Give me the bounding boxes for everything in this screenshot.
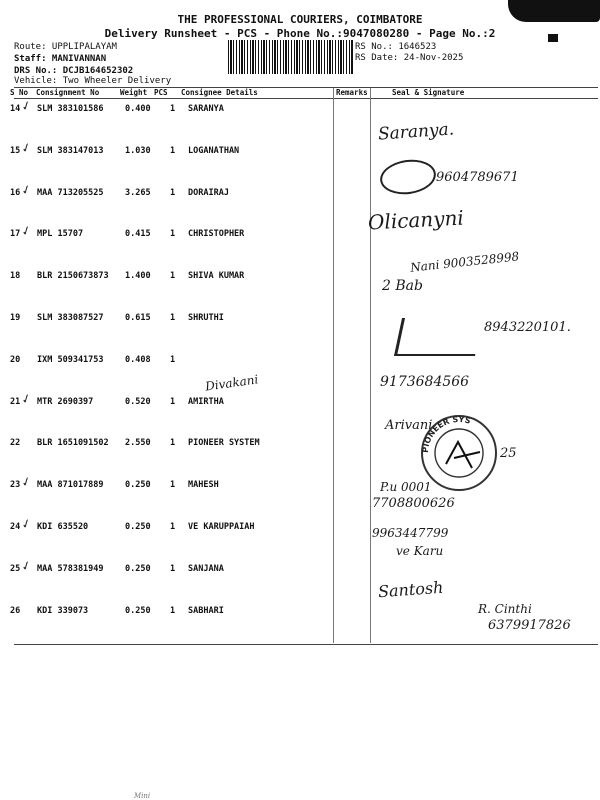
row-consignee: SARANYA bbox=[188, 104, 224, 114]
ink-mark bbox=[548, 34, 558, 42]
col-weight: Weight bbox=[120, 88, 148, 97]
signature-r19-phone: 8943220101. bbox=[484, 320, 571, 335]
row-pcs: 1 bbox=[170, 397, 176, 407]
check-mark-icon: ✓ bbox=[19, 515, 33, 533]
row-consignment-no: SLM 383087527 bbox=[37, 313, 104, 323]
barcode bbox=[228, 40, 353, 74]
table-top-rule bbox=[14, 87, 598, 88]
remarks-divider-right bbox=[370, 88, 371, 643]
check-mark-icon: ✓ bbox=[19, 139, 33, 157]
check-mark-icon: ✓ bbox=[19, 181, 33, 199]
row-weight: 2.550 bbox=[125, 438, 151, 448]
signature-r24-phone: 9963447799 bbox=[372, 526, 449, 540]
row-consignee: CHRISTOPHER bbox=[188, 229, 245, 239]
row-consignment-no: MAA 578381949 bbox=[37, 564, 104, 574]
row-weight: 0.615 bbox=[125, 313, 151, 323]
row-consignment-no: SLM 383101586 bbox=[37, 104, 104, 114]
row-sno: 24 bbox=[10, 522, 21, 532]
row-pcs: 1 bbox=[170, 271, 176, 281]
remarks-divider-left bbox=[333, 88, 334, 643]
row-weight: 3.265 bbox=[125, 188, 151, 198]
remark-r20: Divakani bbox=[204, 372, 260, 394]
row-sno: 23 bbox=[10, 480, 21, 490]
check-mark-icon: ✓ bbox=[19, 97, 33, 115]
row-sno: 19 bbox=[10, 313, 21, 323]
signature-r26: R. Cinthi bbox=[478, 602, 532, 616]
row-consignee: LOGANATHAN bbox=[188, 146, 240, 156]
row-sno: 18 bbox=[10, 271, 21, 281]
seal-text: PIONEER SYS bbox=[420, 414, 472, 454]
signature-r15-phone: 9604789671 bbox=[436, 170, 519, 185]
rs-number: RS No.: 1646523 bbox=[355, 42, 437, 52]
check-mark-icon: ✓ bbox=[19, 390, 33, 408]
row-pcs: 1 bbox=[170, 188, 176, 198]
footer-mark: Mini bbox=[134, 792, 151, 800]
row-consignee: VE KARUPPAIAH bbox=[188, 522, 255, 532]
signature-r20: 9173684566 bbox=[380, 374, 470, 390]
signature-r18: 2 Bab bbox=[382, 278, 423, 294]
signature-r23: P.u 0001 bbox=[380, 480, 432, 494]
row-weight: 0.250 bbox=[125, 522, 151, 532]
signature-r23-phone: 7708800626 bbox=[372, 496, 455, 511]
row-consignee: SANJANA bbox=[188, 564, 224, 574]
row-pcs: 1 bbox=[170, 146, 176, 156]
signature-r14: Saranya. bbox=[377, 119, 455, 145]
row-weight: 0.520 bbox=[125, 397, 151, 407]
signature-r22: 25 bbox=[500, 446, 517, 461]
signature-r25: Santosh bbox=[377, 577, 444, 602]
scribble-r19 bbox=[394, 318, 483, 356]
row-consignment-no: MPL 15707 bbox=[37, 229, 84, 239]
row-sno: 22 bbox=[10, 438, 21, 448]
row-consignment-no: MTR 2690397 bbox=[37, 397, 94, 407]
row-weight: 0.250 bbox=[125, 606, 151, 616]
col-seal: Seal & Signature bbox=[392, 88, 465, 97]
row-sno: 15 bbox=[10, 146, 21, 156]
signature-r24: ve Karu bbox=[396, 544, 444, 558]
svg-text:PIONEER SYS bbox=[421, 415, 472, 453]
row-pcs: 1 bbox=[170, 438, 176, 448]
col-consignee: Consignee Details bbox=[181, 88, 258, 97]
rs-date: RS Date: 24-Nov-2025 bbox=[355, 53, 464, 63]
row-consignment-no: BLR 2150673873 bbox=[37, 271, 109, 281]
row-weight: 1.400 bbox=[125, 271, 151, 281]
check-mark-icon: ✓ bbox=[19, 222, 33, 240]
row-weight: 0.408 bbox=[125, 355, 151, 365]
row-consignee: PIONEER SYSTEM bbox=[188, 438, 260, 448]
row-consignment-no: KDI 635520 bbox=[37, 522, 89, 532]
row-pcs: 1 bbox=[170, 606, 176, 616]
staff-label: Staff: MANIVANNAN bbox=[14, 54, 107, 64]
row-consignee: SHIVA KUMAR bbox=[188, 271, 245, 281]
row-pcs: 1 bbox=[170, 104, 176, 114]
check-mark-icon: ✓ bbox=[19, 557, 33, 575]
col-pcs: PCS bbox=[154, 88, 168, 97]
row-consignee: SHRUTHI bbox=[188, 313, 224, 323]
company-title: THE PROFESSIONAL COURIERS, COIMBATORE bbox=[177, 13, 423, 26]
row-consignment-no: IXM 509341753 bbox=[37, 355, 104, 365]
signature-r18-phone: Nani 9003528998 bbox=[409, 249, 520, 275]
row-sno: 17 bbox=[10, 229, 21, 239]
row-weight: 0.415 bbox=[125, 229, 151, 239]
row-consignment-no: BLR 1651091502 bbox=[37, 438, 109, 448]
runsheet-subtitle: Delivery Runsheet - PCS - Phone No.:9047080280 - Page No.:2 bbox=[104, 27, 496, 40]
row-pcs: 1 bbox=[170, 480, 176, 490]
signature-r17: Olicanyni bbox=[367, 205, 465, 235]
col-consignment: Consignment No bbox=[36, 88, 100, 97]
row-sno: 16 bbox=[10, 188, 21, 198]
row-weight: 0.250 bbox=[125, 564, 151, 574]
row-consignment-no: SLM 383147013 bbox=[37, 146, 104, 156]
vehicle-label: Vehicle: Two Wheeler Delivery bbox=[14, 76, 172, 86]
row-sno: 21 bbox=[10, 397, 21, 407]
scribble-r15 bbox=[378, 156, 438, 197]
row-consignee: MAHESH bbox=[188, 480, 219, 490]
row-weight: 0.400 bbox=[125, 104, 151, 114]
row-consignee: SABHARI bbox=[188, 606, 224, 616]
table-bottom-rule bbox=[14, 644, 598, 645]
row-sno: 25 bbox=[10, 564, 21, 574]
row-weight: 0.250 bbox=[125, 480, 151, 490]
row-consignment-no: MAA 871017889 bbox=[37, 480, 104, 490]
table-header-rule bbox=[14, 98, 598, 99]
row-pcs: 1 bbox=[170, 522, 176, 532]
signature-r26-phone: 6379917826 bbox=[488, 618, 571, 633]
row-pcs: 1 bbox=[170, 355, 176, 365]
row-sno: 20 bbox=[10, 355, 21, 365]
route-label: Route: UPPLIPALAYAM bbox=[14, 42, 117, 52]
row-weight: 1.030 bbox=[125, 146, 151, 156]
check-mark-icon: ✓ bbox=[19, 473, 33, 491]
row-consignee: AMIRTHA bbox=[188, 397, 224, 407]
drs-number: DRS No.: DCJB164652302 bbox=[14, 66, 134, 76]
row-pcs: 1 bbox=[170, 229, 176, 239]
col-remarks: Remarks bbox=[336, 88, 368, 97]
row-consignment-no: MAA 713205525 bbox=[37, 188, 104, 198]
corner-redaction bbox=[508, 0, 600, 22]
row-sno: 14 bbox=[10, 104, 21, 114]
col-sno: S No bbox=[10, 88, 29, 97]
row-pcs: 1 bbox=[170, 313, 176, 323]
row-pcs: 1 bbox=[170, 564, 176, 574]
row-consignment-no: KDI 339073 bbox=[37, 606, 89, 616]
row-consignee: DORAIRAJ bbox=[188, 188, 229, 198]
signature-r21: Arivani bbox=[385, 418, 433, 433]
row-sno: 26 bbox=[10, 606, 21, 616]
